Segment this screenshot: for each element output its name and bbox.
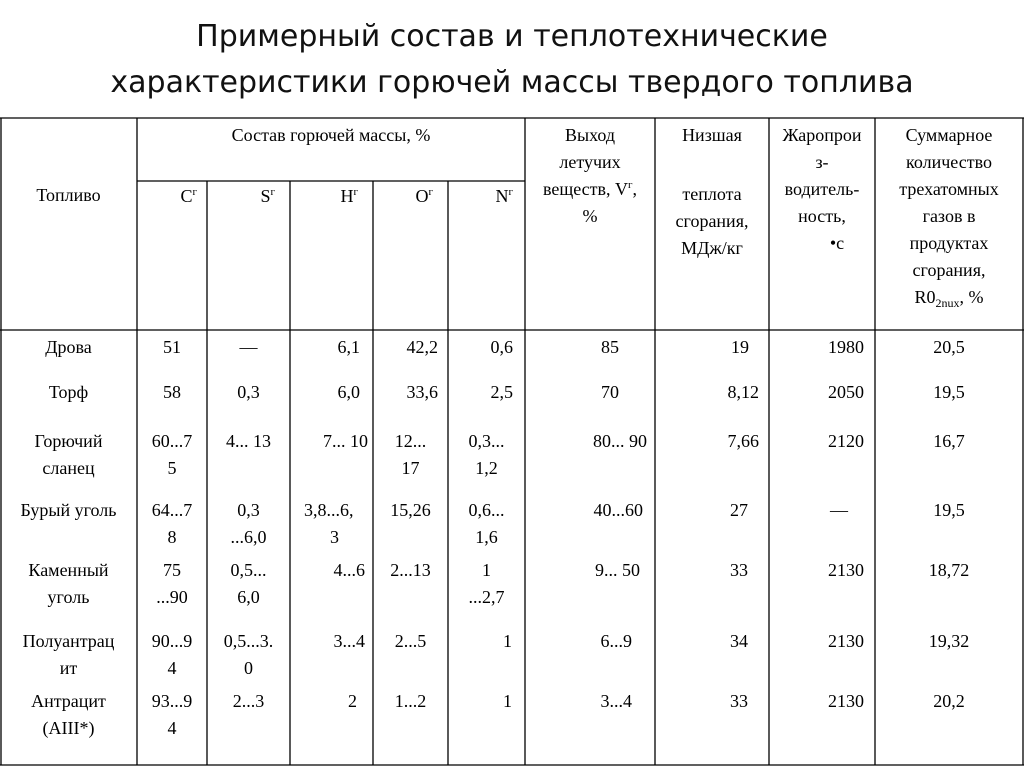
row-volatile: 9... 50 (595, 560, 640, 580)
row-c: 90...9 4 (151, 631, 193, 678)
header-o: $O^г$ (415, 186, 433, 206)
header-volatile: Выход летучих веществ, $V^г$, % (542, 125, 638, 226)
row-s: 0,3 ...6,0 (230, 500, 267, 547)
row-s: 0,3 (237, 382, 260, 402)
row-n: 0,3... 1,2 (468, 431, 505, 478)
header-h: $H^г$ (340, 186, 358, 206)
header-triatomic-gases: Суммарное количество трехатомных газов в продуктах сгорания, $R0_{2nux}$, % (899, 125, 999, 310)
row-s: 4... 13 (226, 431, 271, 451)
row-n: 2,5 (490, 382, 513, 402)
header-fuel: Топливо (36, 185, 101, 205)
header-c: $C^г$ (180, 186, 197, 206)
row-o: 42,2 (406, 337, 438, 357)
row-s: — (239, 337, 258, 357)
row-n: 1 ...2,7 (468, 560, 505, 607)
row-n: 0,6... 1,6 (468, 500, 505, 547)
row-volatile: 6...9 (600, 631, 632, 651)
row-volatile: 3...4 (600, 691, 632, 711)
row-h: 6,0 (337, 382, 360, 402)
row-s: 2...3 (232, 691, 265, 711)
row-s: 0,5... 6,0 (230, 560, 267, 607)
header-n: $N^г$ (495, 186, 513, 206)
row-heat: 27 (730, 500, 748, 520)
row-volatile: 85 (601, 337, 619, 357)
row-o: 12... 17 (394, 431, 427, 478)
row-volatile: 80... 90 (593, 431, 647, 451)
slide-title (0, 14, 1024, 106)
row-s: 0,5...3. 0 (223, 631, 274, 678)
row-gases: 20,5 (933, 337, 965, 357)
row-gases: 16,7 (933, 431, 965, 451)
row-temp: 2120 (828, 431, 864, 451)
row-c: 60...7 5 (151, 431, 193, 478)
slide-title-line-2: характеристики горючей массы твердого топлива (110, 65, 914, 100)
row-temp: 2050 (828, 382, 864, 402)
row-n: 1 (503, 691, 512, 711)
row-heat: 8,12 (727, 382, 759, 402)
row-heat: 7,66 (727, 431, 759, 451)
row-gases: 19,5 (933, 500, 965, 520)
row-fuel: Полуантрац ит (22, 631, 115, 678)
row-heat: 33 (730, 691, 748, 711)
row-temp: 2130 (828, 560, 864, 580)
row-o: 15,26 (390, 500, 431, 520)
row-o: 2...5 (394, 631, 427, 651)
row-temp: 2130 (828, 631, 864, 651)
row-h: 6,1 (337, 337, 360, 357)
row-volatile: 70 (601, 382, 619, 402)
row-gases: 20,2 (933, 691, 965, 711)
row-fuel: Каменный уголь (28, 560, 109, 607)
row-c: 75 ...90 (156, 560, 188, 607)
row-h: 2 (348, 691, 357, 711)
row-fuel: Горючий сланец (34, 431, 103, 478)
row-gases: 19,5 (933, 382, 965, 402)
slide-title-line-1: Примерный состав и теплотехнические (196, 19, 828, 54)
row-gases: 19,32 (928, 631, 970, 651)
row-heat: 34 (730, 631, 748, 651)
row-n: 0,6 (490, 337, 513, 357)
row-heat: 19 (731, 337, 749, 357)
row-o: 2...13 (390, 560, 431, 580)
row-c: 93...9 4 (151, 691, 193, 738)
row-h: 7... 10 (323, 431, 368, 451)
row-fuel: Антрацит (АIII*) (31, 691, 106, 738)
row-h: 3...4 (333, 631, 365, 651)
row-temp: 1980 (828, 337, 864, 357)
row-gases: 18,72 (928, 560, 970, 580)
row-c: 64...7 8 (151, 500, 193, 547)
row-o: 33,6 (406, 382, 438, 402)
row-c: 51 (163, 337, 181, 357)
header-combustion-temp: Жаропрои з- водитель- ность, •с (782, 125, 862, 253)
row-o: 1...2 (394, 691, 427, 711)
row-n: 1 (503, 631, 512, 651)
header-s: $S^г$ (260, 186, 275, 206)
row-heat: 33 (730, 560, 748, 580)
row-temp: 2130 (828, 691, 864, 711)
header-composition: Состав горючей массы, % (231, 125, 431, 145)
row-fuel: Торф (48, 382, 89, 402)
row-h: 3,8...6, 3 (304, 500, 354, 547)
header-heat-value: Низшая теплота сгорания, МДж/кг (675, 125, 749, 258)
row-c: 58 (163, 382, 181, 402)
row-volatile: 40...60 (593, 500, 643, 520)
row-temp: — (830, 500, 848, 520)
row-h: 4...6 (333, 560, 365, 580)
row-fuel: Бурый уголь (20, 500, 117, 520)
row-fuel: Дрова (45, 337, 92, 357)
